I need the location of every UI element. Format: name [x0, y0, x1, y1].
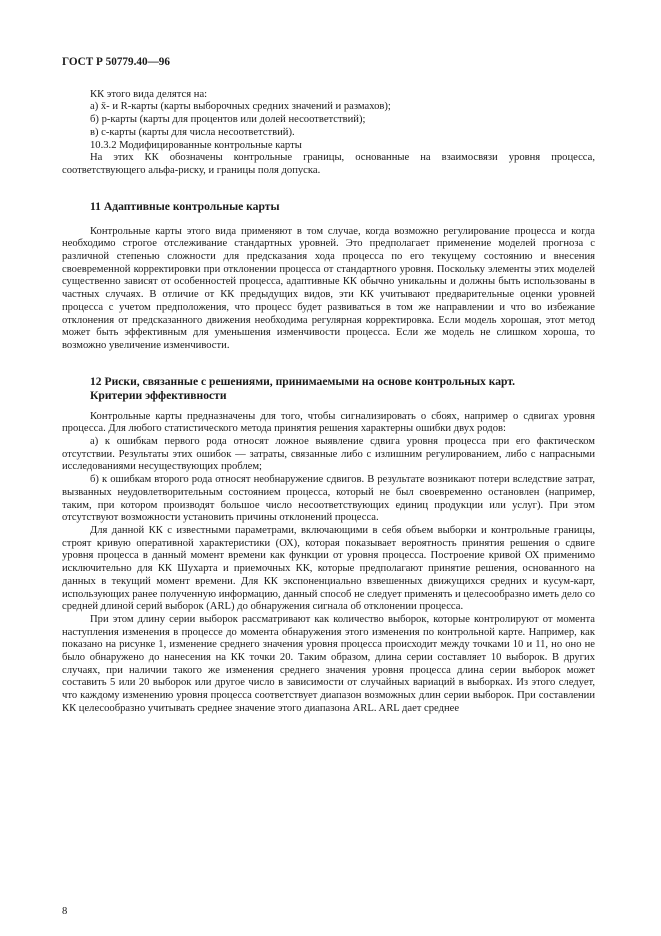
- intro-list-item-b: б) p-карты (карты для процентов или долей несоответствий);: [90, 114, 366, 126]
- section-12-item-b: б) к ошибкам второго рода относят необнаружение сдвигов. В результате возникают потери вследствие затрат, вызванных неудовлетворительным состоянием процесса, который не был своевременно остановлен (например, таким, при котором производят большое число несоответствующих единиц продукции или услуг). При этом отсутствуют возможности установить причины отклонений процесса.: [62, 474, 595, 524]
- section-11-paragraph: Контрольные карты этого вида применяют в том случае, когда возможно регулирование процесса и когда необходимо строгое отслеживание стандартных уровней. Это предполагает применение моделей прогноза с различной степенью сложности для предсказания хода процесса по его текущему состоянию и внесения своевременной корректировки при отклонении процесса от стандартного уровня. Поскольку элементы этих моделей существенно зависят от особенностей процесса, адаптивные КК обычно уникальны и должны быть использованы в частных случаях. В отличие от КК предыдущих видов, эти КК учитывают предварительные оценки уровней процесса с учетом предположения, что процесс будет развиваться в том же направлении и что во избежание отклонения от предсказанного движения необходима регулярная корректировка. Если модель хорошая, этот метод может быть эффективным для уменьшения изменчивости процесса. Если же модель не слишком хороша, то возможно увеличение изменчивости.: [62, 225, 595, 351]
- section-12-paragraph-3: При этом длину серии выборок рассматривают как количество выборок, которые контролируют от момента наступления изменения в процессе до момента обнаружения этого изменения по контрольной карте. Например, как показано на рисунке 1, изменение среднего значения уровня процесса происходит между точками 10 и 11, но оно не было обнаружено до нанесения на КК точки 20. Таким образом, длина серии составляет 10 выборок. В других случаях, при наличии такого же изменения среднего значения уровня процесса длина серии выборок может составить 5 или 20 выборок или другое число в зависимости от случайных вариаций в выборках. Из этого следует, что каждому изменению уровня процесса соответствует диапазон возможных длин серии выборок. При составлении КК целесообразно учитывать среднее значение этого диапазона ARL. ARL дает среднее: [62, 613, 595, 714]
- subsection-heading: 10.3.2 Модифицированные контрольные карты: [90, 139, 302, 151]
- section-12-title-line2: Критерии эффективности: [90, 388, 227, 402]
- intro-list-item-a: а) x̄- и R-карты (карты выборочных средних значений и размахов);: [90, 101, 391, 113]
- page-number: 8: [62, 906, 68, 917]
- intro-line: КК этого вида делятся на:: [90, 88, 208, 100]
- section-12-paragraph-2: Для данной КК с известными параметрами, включающими в себя объем выборки и контрольные границы, строят кривую оперативной характеристики (ОХ), которая показывает вероятность принятия решения о сдвиге уровня процесса в данный момент времени как функции от уровня процесса. Построение кривой ОХ применимо исключительно для КК Шухарта и приемочных КК, которые предполагают принятие решения, основанного на данных в текущий момент времени. Для КК экспоненциально взвешенных движущихся средних и кусум-карт, использующих ранее полученную информацию, данный способ не следует применять и целесообразно иметь дело со средней длиной серий выборок (ARL) до обнаружения сигнала об отклонении процесса.: [62, 524, 595, 613]
- subsection-text: На этих КК обозначены контрольные границы, основанные на взаимосвязи уровня процесса, соответствующего альфа-риску, и границы поля допуска.: [62, 152, 595, 176]
- intro-list-item-c: в) c-карты (карты для числа несоответствий).: [90, 126, 295, 138]
- section-11-title: 11 Адаптивные контрольные карты: [90, 199, 280, 213]
- section-12-title: [90, 375, 595, 403]
- section-12-paragraph-1: Контрольные карты предназначены для того, чтобы сигнализировать о сбоях, например о сдвигах уровня процесса. Для любого статистического метода принятия решения характерны ошибки двух родов:: [62, 410, 595, 435]
- section-12-item-a: а) к ошибкам первого рода относят ложное выявление сдвига уровня процесса при его фактическом отсутствии. Результаты этих ошибок — затраты, связанные либо с излишним регулированием, либо с напрасными исследованиями несуществующих проблем;: [62, 436, 595, 473]
- document-header: ГОСТ Р 50779.40—96: [62, 56, 170, 68]
- section-12-title-line1: 12 Риски, связанные с решениями, принимаемыми на основе контрольных карт.: [90, 374, 516, 388]
